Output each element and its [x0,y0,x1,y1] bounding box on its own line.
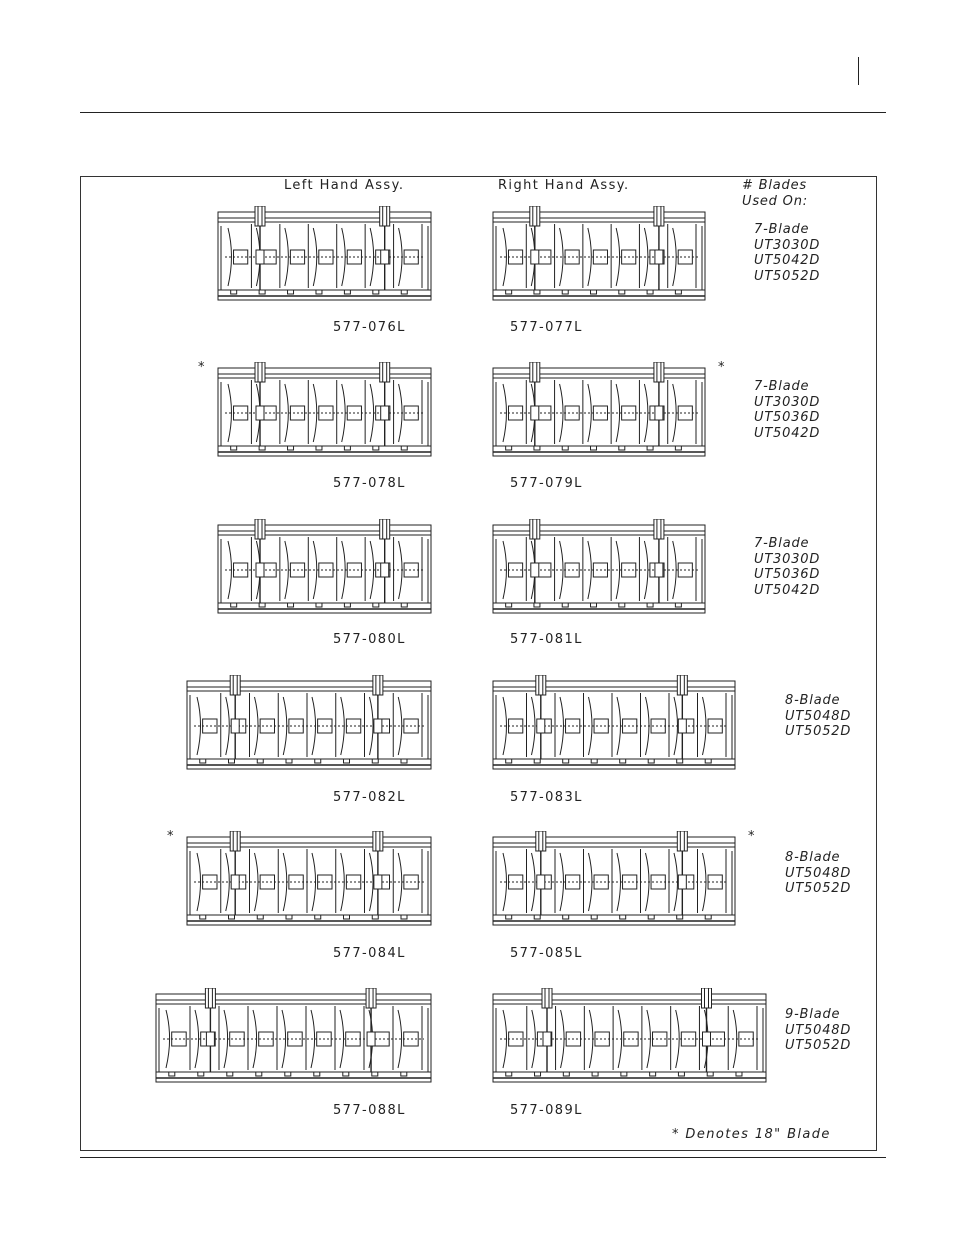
right-assembly-drawing [492,675,736,775]
model-number: UT5042D [754,425,821,441]
model-number: UT5036D [754,567,821,582]
model-number: UT5052D [754,268,821,284]
right-assembly-drawing [492,988,767,1088]
model-number: UT5042D [754,582,821,598]
blade-usage-list [785,1007,851,1054]
model-number: UT5048D [785,708,852,724]
model-number: UT5042D [754,253,821,268]
left-part-number: 577-082L [333,790,406,805]
model-number: UT3030D [754,394,821,410]
right-part-number: 577-085L [510,946,583,961]
left-part-number: 577-078L [333,476,406,491]
left-assembly-drawing [217,519,432,619]
left-part-number: 577-080L [333,632,406,647]
model-number: UT5052D [785,1038,852,1053]
left-hand-header: Left Hand Assy. [284,178,405,193]
blade-usage-list [754,379,820,441]
model-number: UT3030D [754,237,821,253]
right-part-number: 577-077L [510,320,583,335]
blade-usage-list [785,693,851,740]
blade-usage-list [785,850,851,897]
right-part-number: 577-079L [510,476,583,491]
left-part-number: 577-076L [333,320,406,335]
left-part-number: 577-084L [333,946,406,961]
left-assembly-drawing [217,206,432,306]
blade-usage-list [754,222,820,284]
left-assembly-drawing [186,675,432,775]
model-number: UT5048D [785,865,852,881]
right-part-number: 577-081L [510,632,583,647]
right-18in-blade-marker: * [718,360,725,375]
blade-count: 7-Blade [754,379,810,394]
left-18in-blade-marker: * [198,360,205,375]
blade-count: 7-Blade [754,536,810,551]
blades-header-line2: Used On: [742,193,808,209]
left-18in-blade-marker: * [167,829,174,844]
model-number: UT5048D [785,1022,852,1038]
header-tick-mark [858,57,859,85]
right-18in-blade-marker: * [748,829,755,844]
model-number: UT5036D [754,410,821,425]
blade-count: 7-Blade [754,222,810,237]
header-rule [80,112,886,113]
blade-count: 9-Blade [785,1007,841,1022]
right-assembly-drawing [492,519,706,619]
model-number: UT5052D [785,881,852,896]
footnote: * Denotes 18" Blade [672,1127,831,1142]
right-assembly-drawing [492,362,706,462]
blades-header [742,178,808,209]
blade-count: 8-Blade [785,693,841,708]
right-assembly-drawing [492,831,736,931]
right-part-number: 577-083L [510,790,583,805]
blades-header-line1: # Blades [742,178,807,193]
footer-rule [80,1157,886,1158]
right-part-number: 577-089L [510,1103,583,1118]
left-assembly-drawing [217,362,432,462]
right-hand-header: Right Hand Assy. [498,178,630,193]
model-number: UT5052D [785,724,852,739]
blade-usage-list [754,536,820,598]
left-assembly-drawing [155,988,432,1088]
right-assembly-drawing [492,206,706,306]
model-number: UT3030D [754,551,821,567]
left-part-number: 577-088L [333,1103,406,1118]
blade-count: 8-Blade [785,850,841,865]
left-assembly-drawing [186,831,432,931]
